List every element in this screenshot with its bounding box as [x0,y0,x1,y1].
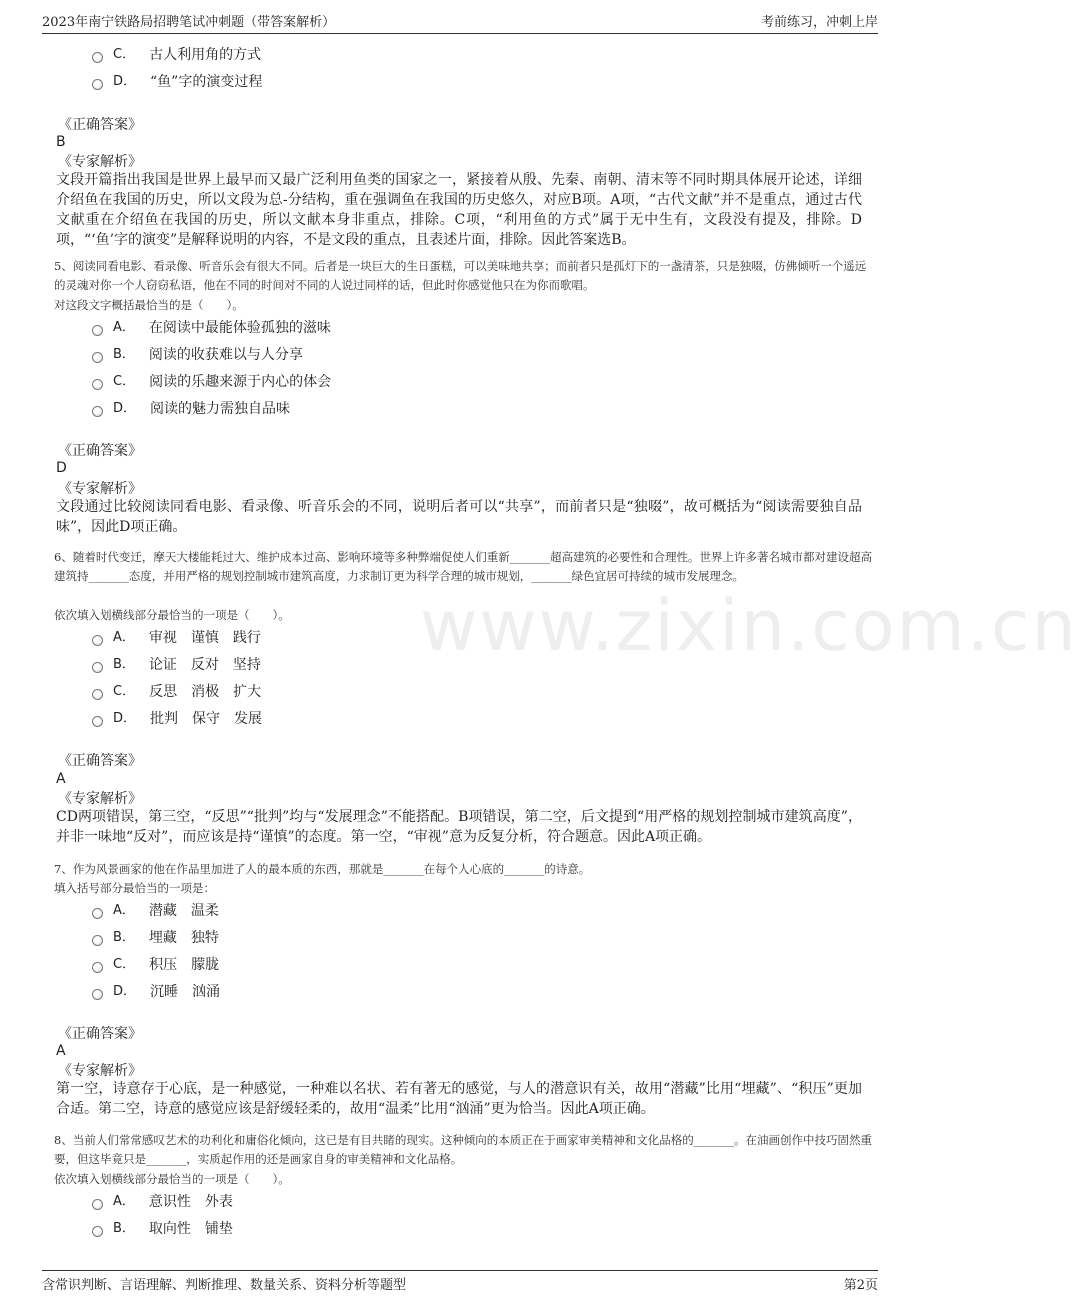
q6-analysis: CD两项错误，第三空，“反思”“批判”均与“发展理念”不能搭配。B项错误，第二空，后文提到“用严格的规划控制城市建筑高度”，并非一味地“反对”，而应该是持“谨慎”的态度。第一空，“审视”意为反复分析，符合题意。因此A项正确。 [56,809,862,845]
q4-analysis-label: 《专家解析》 [58,154,142,170]
radio-icon[interactable] [92,52,103,63]
q5-answer: D [56,460,67,476]
radio-icon[interactable] [92,989,103,1000]
q5-analysis-label: 《专家解析》 [58,481,142,497]
q7-analysis-label: 《专家解析》 [58,1063,142,1079]
q7-analysis: 第一空，诗意存于心底，是一种感觉，一种难以名状、若有著无的感觉，与人的潜意识有关，故用“潜藏”比用“埋藏”、“积压”更加合适。第二空，诗意的感觉应该是舒缓轻柔的，故用“温柔”比用“汹涌”更为恰当。因此A项正确。 [56,1081,862,1117]
q8-option-b[interactable]: B． 取向性 铺垫 [92,1219,233,1239]
radio-icon[interactable] [92,379,103,390]
radio-icon[interactable] [92,406,103,417]
radio-icon[interactable] [92,716,103,727]
q8-stem: 8、当前人们常常感叹艺术的功利化和庸俗化倾向，这已是有目共睹的现实。这种倾向的本质正在于画家审美精神和文化品格的_______。在油画创作中技巧固然重要，但这毕竟只是_______，实质起作用的还是画家自身的审美精神和文化品格。 [54,1133,873,1166]
q5-option-d[interactable]: D． 阅读的魅力需独自品味 [92,399,290,419]
q7-option-c[interactable]: C． 积压 朦胧 [92,955,219,975]
radio-icon[interactable] [92,908,103,919]
q6-option-c[interactable]: C． 反思 消极 扩大 [92,682,261,702]
q5-option-b[interactable]: B． 阅读的收获难以与人分享 [92,345,303,365]
q7-option-d[interactable]: D． 沉睡 汹涌 [92,982,220,1002]
q5-option-a[interactable]: A． 在阅读中最能体验孤独的滋味 [92,318,331,338]
radio-icon[interactable] [92,1226,103,1237]
radio-icon[interactable] [92,1199,103,1210]
q4-answer-label: 《正确答案》 [58,117,142,133]
radio-icon[interactable] [92,962,103,973]
q8-prompt: 依次填入划横线部分最恰当的一项是（ ）。 [54,1172,290,1186]
q6-answer-label: 《正确答案》 [58,753,142,769]
q6-option-a[interactable]: A． 审视 谨慎 践行 [92,628,261,648]
header-title: 2023年南宁铁路局招聘笔试冲刺题（带答案解析） [42,15,336,30]
radio-icon[interactable] [92,635,103,646]
radio-icon[interactable] [92,935,103,946]
q6-analysis-label: 《专家解析》 [58,791,142,807]
footer-topics: 含常识判断、言语理解、判断推理、数量关系、资料分析等题型 [42,1278,407,1293]
q5-answer-label: 《正确答案》 [58,443,142,459]
radio-icon[interactable] [92,325,103,336]
q7-option-b[interactable]: B． 埋藏 独特 [92,928,219,948]
q5-prompt: 对这段文字概括最恰当的是（ ）。 [54,298,244,312]
watermark: www.zixin.com.cn [420,585,1078,667]
page-number: 第2页 [843,1278,878,1293]
radio-icon[interactable] [92,79,103,90]
radio-icon[interactable] [92,662,103,673]
q4-answer: B [56,134,66,150]
q4-option-c[interactable]: C． 古人利用角的方式 [92,45,261,65]
radio-icon[interactable] [92,689,103,700]
page-header [42,10,878,34]
q5-option-c[interactable]: C． 阅读的乐趣来源于内心的体会 [92,372,331,392]
q6-option-b[interactable]: B． 论证 反对 坚持 [92,655,261,675]
q7-stem: 7、作为风景画家的他在作品里加进了人的最本质的东西，那就是_______在每个人心底的_______的诗意。 [54,862,591,876]
q7-prompt: 填入括号部分最恰当的一项是： [54,881,215,895]
q4-analysis: 文段开篇指出我国是世界上最早而又最广泛利用鱼类的国家之一，紧接着从殷、先秦、南朝、清末等不同时期具体展开论述，详细介绍鱼在我国的历史，所以文段为总-分结构，重在强调鱼在我国的历史悠久，对应B项。A项，“古代文献”并不是重点，通过古代文献重在介绍鱼在我国的历史，所以文献本身非重点，排除。C项，“利用鱼的方式”属于无中生有，文段没有提及，排除。D项，“‘鱼’字的演变”是解释说明的内容，不是文段的重点，且表述片面，排除。因此答案选B。 [56,172,862,248]
header-slogan: 考前练习，冲刺上岸 [760,15,878,30]
page-footer [42,1270,878,1298]
q6-stem: 6、随着时代变迁，摩天大楼能耗过大、维护成本过高、影响环境等多种弊端促使人们重新_______超高建筑的必要性和合理性。世界上许多著名城市都对建设超高建筑持_______态度，并用严格的规划控制城市建筑高度，力求制订更为科学合理的城市规划，_______绿色宜居可持续的城市发展理念。 [54,550,873,583]
q6-prompt: 依次填入划横线部分最恰当的一项是（ ）。 [54,608,290,622]
q4-option-d[interactable]: D． “鱼”字的演变过程 [92,72,262,92]
q7-answer-label: 《正确答案》 [58,1026,142,1042]
q6-answer: A [56,771,66,787]
radio-icon[interactable] [92,352,103,363]
q7-answer: A [56,1043,66,1059]
q8-option-a[interactable]: A． 意识性 外表 [92,1192,233,1212]
q5-stem: 5、阅读同看电影、看录像、听音乐会有很大不同。后者是一块巨大的生日蛋糕，可以美味地共享；而前者只是孤灯下的一盏清茶，只是独啜，仿佛倾听一个遥远的灵魂对你一个人窃窃私语，他在不同的时间对不同的人说过同样的话，但此时你感觉他只在为你而歌唱。 [54,259,867,292]
q7-option-a[interactable]: A． 潜藏 温柔 [92,901,219,921]
q6-option-d[interactable]: D． 批判 保守 发展 [92,709,262,729]
q5-analysis: 文段通过比较阅读同看电影、看录像、听音乐会的不同，说明后者可以“共享”，而前者只是“独啜”，故可概括为“阅读需要独自品味”，因此D项正确。 [56,499,862,535]
